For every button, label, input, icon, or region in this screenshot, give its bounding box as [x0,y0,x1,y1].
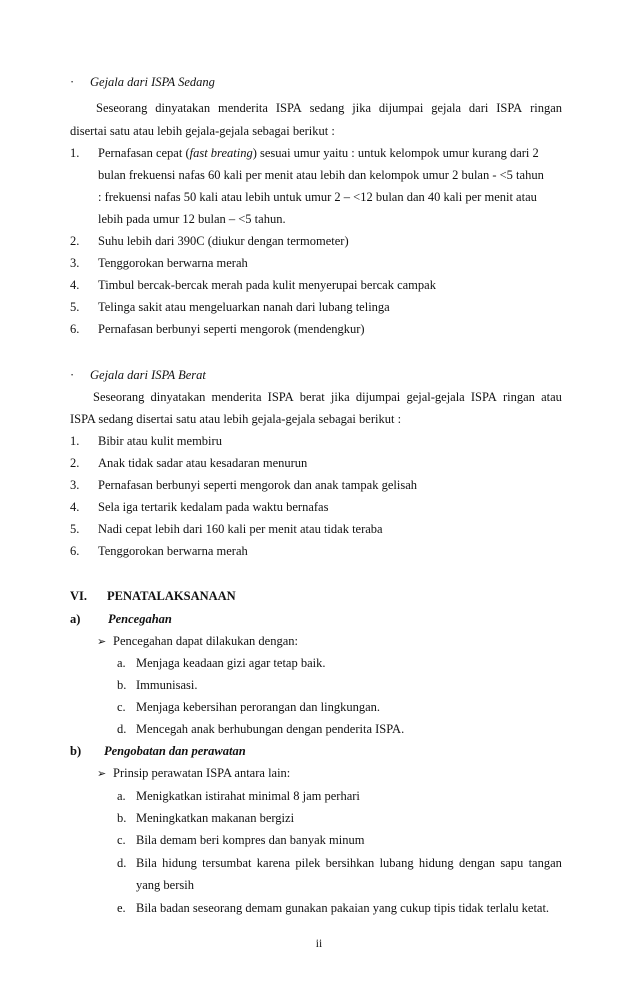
item-letter: b. [117,811,127,825]
item-text: Immunisasi. [136,678,198,692]
subsection-b-item-c [117,832,364,848]
sedang-item-2 [70,233,349,249]
berat-item-6 [70,543,248,559]
item-number: 4. [70,278,80,292]
item-text-pre: Pernafasan cepat ( [98,146,190,160]
berat-item-2 [70,455,307,471]
berat-item-5 [70,521,383,537]
subsection-a-title: Pencegahan [108,612,172,626]
subsection-b-heading [70,743,246,759]
item-text: Mencegah anak berhubungan dengan penderita ISPA. [136,722,405,736]
subsection-b-label: b) [70,744,82,758]
subsection-b-item-d-cont: yang bersih [136,878,194,892]
heading-sedang [70,74,215,90]
item-text: Bila demam beri kompres dan banyak minum [136,833,365,847]
subsection-b-intro-text: Prinsip perawatan ISPA antara lain: [113,766,291,780]
sedang-item-1-cont3: lebih pada umur 12 bulan – <5 tahun. [98,212,286,226]
subsection-b-title: Pengobatan dan perawatan [104,744,246,758]
item-number: 1. [70,146,80,160]
item-text: Bibir atau kulit membiru [98,434,222,448]
bullet: · [70,368,75,382]
subsection-a-intro-text: Pencegahan dapat dilakukan dengan: [113,634,298,648]
item-letter: c. [117,700,126,714]
heading-sedang-text: Gejala dari ISPA Sedang [90,75,215,89]
section-heading [70,588,236,604]
item-text: Nadi cepat lebih dari 160 kali per menit atau tidak teraba [98,522,383,536]
item-text: Timbul bercak-bercak merah pada kulit menyerupai bercak campak [98,278,436,292]
berat-intro-line1: Seseorang dinyatakan menderita ISPA berat jika dijumpai gejal-gejala ISPA ringan atau [93,390,562,404]
item-text: Tenggorokan berwarna merah [98,256,248,270]
item-number: 3. [70,256,80,270]
item-text-post: ) sesuai umur yaitu : untuk kelompok umur kurang dari 2 [252,146,539,160]
item-letter: a. [117,656,126,670]
item-text: Sela iga tertarik kedalam pada waktu bernafas [98,500,329,514]
item-text: Suhu lebih dari 390C (diukur dengan termometer) [98,234,349,248]
sedang-item-1 [70,145,539,161]
item-text: Telinga sakit atau mengeluarkan nanah dari lubang telinga [98,300,390,314]
item-text: Bila badan seseorang demam gunakan pakaian yang cukup tipis tidak terlalu ketat. [136,901,550,915]
arrow-bullet-icon: ➢ [97,635,107,648]
subsection-b-item-d [117,855,562,871]
subsection-b-item-a [117,788,360,804]
subsection-a-item-a [117,655,326,671]
arrow-bullet-icon: ➢ [97,767,107,780]
item-text-italic: fast breating [189,146,253,160]
sedang-item-1-cont2: : frekuensi nafas 50 kali atau lebih untuk umur 2 – <12 bulan dan 40 kali per menit atau [98,190,537,204]
item-number: 1. [70,434,80,448]
subsection-a-heading [70,611,172,627]
item-letter: d. [117,722,127,736]
item-number: 5. [70,522,80,536]
item-number: 2. [70,456,80,470]
heading-berat [70,367,206,383]
item-text: Menigkatkan istirahat minimal 8 jam perhari [136,789,360,803]
heading-berat-text: Gejala dari ISPA Berat [90,368,206,382]
sedang-item-1-cont1: bulan frekuensi nafas 60 kali per menit atau lebih dan kelompok umur 2 bulan - <5 tahun [98,168,544,182]
item-text: Pernafasan berbunyi seperti mengorok dan anak tampak gelisah [98,478,417,492]
item-letter: a. [117,789,126,803]
subsection-a-item-b [117,677,197,693]
item-letter: d. [117,856,127,870]
subsection-a-intro [97,633,298,650]
item-number: 5. [70,300,80,314]
berat-item-1 [70,433,222,449]
item-text: Meningkatkan makanan bergizi [136,811,295,825]
subsection-a-item-d [117,721,404,737]
item-number: 6. [70,544,80,558]
item-number: 4. [70,500,80,514]
section-title: PENATALAKSANAAN [107,589,236,603]
sedang-intro-line2: disertai satu atau lebih gejala-gejala sebagai berikut : [70,124,335,138]
item-text: Bila hidung tersumbat karena pilek bersihkan lubang hidung dengan sapu tangan [136,856,562,870]
berat-item-3 [70,477,417,493]
item-letter: c. [117,833,126,847]
item-number: 3. [70,478,80,492]
subsection-b-item-b [117,810,294,826]
item-letter: b. [117,678,127,692]
subsection-b-intro [97,765,290,782]
item-text: Menjaga keadaan gizi agar tetap baik. [136,656,326,670]
sedang-intro-line1: Seseorang dinyatakan menderita ISPA sedang jika dijumpai gejala dari ISPA ringan [96,101,562,115]
sedang-item-4 [70,277,436,293]
sedang-item-3 [70,255,248,271]
section-number: VI. [70,589,88,603]
item-text: Pernafasan berbunyi seperti mengorok (mendengkur) [98,322,365,336]
item-text: Tenggorokan berwarna merah [98,544,248,558]
page-number: ii [315,938,323,950]
subsection-b-item-e [117,900,549,916]
sedang-item-6 [70,321,365,337]
item-text: Menjaga kebersihan perorangan dan lingkungan. [136,700,381,714]
item-letter: e. [117,901,126,915]
bullet: · [70,75,75,89]
subsection-a-label: a) [70,612,81,626]
subsection-a-item-c [117,699,380,715]
item-number: 2. [70,234,80,248]
item-number: 6. [70,322,80,336]
berat-intro-line2: ISPA sedang disertai satu atau lebih gejala-gejala sebagai berikut : [70,412,402,426]
item-text: Anak tidak sadar atau kesadaran menurun [98,456,308,470]
berat-item-4 [70,499,328,515]
sedang-item-5 [70,299,390,315]
